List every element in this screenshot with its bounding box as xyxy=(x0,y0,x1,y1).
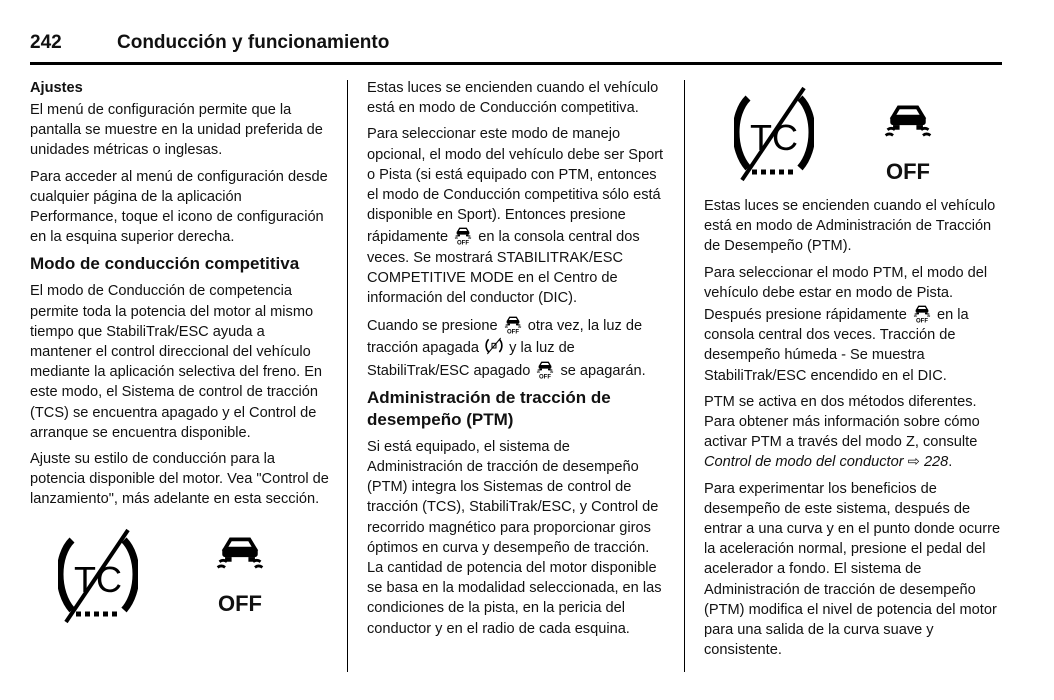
column-1 xyxy=(30,78,330,626)
tc-label: TC xyxy=(74,558,122,600)
svg-text:OFF: OFF xyxy=(915,318,928,324)
column-3 xyxy=(704,78,1004,666)
traction-control-off-icon xyxy=(58,526,138,624)
tc-label: TC xyxy=(750,117,798,158)
press-text-a: Cuando se presione xyxy=(367,318,498,335)
competitive-select-text-b: en la consola central dos veces. Se mostrará STABILITRAK/ESC COMPETITIVE MODE en el Centro de información del conductor (DIC). xyxy=(367,229,640,307)
column-2 xyxy=(367,78,667,645)
icon-row-1 xyxy=(30,526,330,626)
competitive-paragraph-2: Ajuste su estilo de conducción para la potencia disponible del motor. Vea "Control de lanzamiento", más adelante en esta sección. xyxy=(30,451,329,508)
press-text-c: y la luz de StabiliTrak/ESC apagado xyxy=(367,340,575,379)
chapter-title: Conducción y funcionamiento xyxy=(117,32,390,53)
press-text-d: se apagarán. xyxy=(560,362,646,379)
column-divider-1 xyxy=(347,80,348,672)
esc-off-inline-icon xyxy=(452,225,474,245)
settings-paragraph-2: Para acceder al menú de configuración desde cualquier página de la aplicación Performance, toque el icono de configuración en la esquina superior derecha. xyxy=(30,168,328,246)
stabilitrak-off-icon xyxy=(208,530,272,620)
svg-text:OFF: OFF xyxy=(539,373,552,379)
competitive-press-paragraph xyxy=(367,314,667,381)
settings-heading: Ajustes xyxy=(30,80,83,96)
ptm-activate-end: . xyxy=(948,454,953,471)
page-ref-arrow-icon: ⇨ xyxy=(907,454,920,471)
page-number: 242 xyxy=(30,32,62,53)
esc-off-inline-icon xyxy=(502,314,524,334)
ptm-experience-paragraph: Para experimentar los beneficios de desempeño de este sistema, después de entrar a una curva y en el punto donde ocurre la aceleración normal, presione el pedal del acelerador a fondo. El sistema de Administración de tracción de desempeño (PTM) modifica el nivel de potencia del motor para una salida de la curva suave y consistente. xyxy=(704,480,1001,659)
traction-off-inline-icon xyxy=(483,336,505,356)
header-rule xyxy=(30,62,1002,65)
svg-text:OFF: OFF xyxy=(457,240,470,246)
page-header xyxy=(30,30,1002,64)
ptm-heading: Administración de tracción de desempeño (PTM) xyxy=(367,387,611,429)
esc-off-label: OFF xyxy=(218,590,262,616)
competitive-lights-paragraph: Estas luces se encienden cuando el vehículo está en modo de Conducción competitiva. xyxy=(367,80,659,117)
competitive-mode-heading: Modo de conducción competitiva xyxy=(30,254,300,274)
competitive-paragraph-1: El modo de Conducción de competencia permite toda la potencia del motor al mismo tiempo que StabiliTrak/ESC ayuda a mantener el control direccional del vehículo mediante la aplicación selectiva del freno. En este modo, el Sistema de control de tracción (TCS) se encuentra apagado y el Control de arranque se encuentra disponible. xyxy=(30,283,323,441)
settings-paragraph-1: El menú de configuración permite que la pantalla se muestre en la unidad preferida de unidades métricas o inglesas. xyxy=(30,102,323,159)
competitive-select-paragraph xyxy=(367,124,667,308)
esc-off-inline-icon xyxy=(534,359,556,379)
competitive-select-text-a: Para seleccionar este modo de manejo opcional, el modo del vehículo debe ser Sport o Pista (si está equipado con PTM, entonces el modo de Conducción competitiva sólo está disponible en Sport). Entonces presione rápidamente xyxy=(367,126,664,246)
driver-mode-control-link[interactable]: Control de modo del conductor xyxy=(704,454,904,471)
page-ref-number[interactable]: 228 xyxy=(923,454,949,471)
svg-text:OFF: OFF xyxy=(506,329,519,335)
ptm-activate-paragraph xyxy=(704,392,1004,473)
traction-control-off-icon xyxy=(734,84,814,182)
ptm-lights-paragraph: Estas luces se encienden cuando el vehículo está en modo de Administración de Tracción de Desempeño (PTM). xyxy=(704,198,996,255)
icon-row-2 xyxy=(704,78,1004,196)
ptm-select-text-b: en la consola central dos veces. Tracción de desempeño húmeda - Se muestra StabiliTrak/ESC encendido en el DIC. xyxy=(704,307,969,384)
esc-off-inline-icon xyxy=(911,303,933,323)
column-divider-2 xyxy=(684,80,685,672)
ptm-select-paragraph xyxy=(704,263,1004,386)
press-text-b: otra vez, la luz de tracción apagada xyxy=(367,318,643,357)
stabilitrak-off-icon xyxy=(876,98,940,188)
ptm-paragraph: Si está equipado, el sistema de Administración de tracción de desempeño (PTM) integra los Sistemas de control de tracción (TCS), StabiliTrak/ESC, y Control de recorrido magnético para proporcionar giros óptimos en curva y desempeño de tracción. La cantidad de potencia del motor disponible se basa en la modalidad seleccionada, en las condiciones de la pista, en la pericia del conductor y en el radio de cada esquina. xyxy=(367,438,662,637)
ptm-activate-text: PTM se activa en dos métodos diferentes. Para obtener más información sobre cómo activar PTM a través del modo Z, consulte xyxy=(704,393,980,451)
ptm-select-text-a: Para seleccionar el modo PTM, el modo del vehículo debe estar en modo de Pista. Después presione rápidamente xyxy=(704,264,988,324)
esc-off-label: OFF xyxy=(886,159,930,185)
